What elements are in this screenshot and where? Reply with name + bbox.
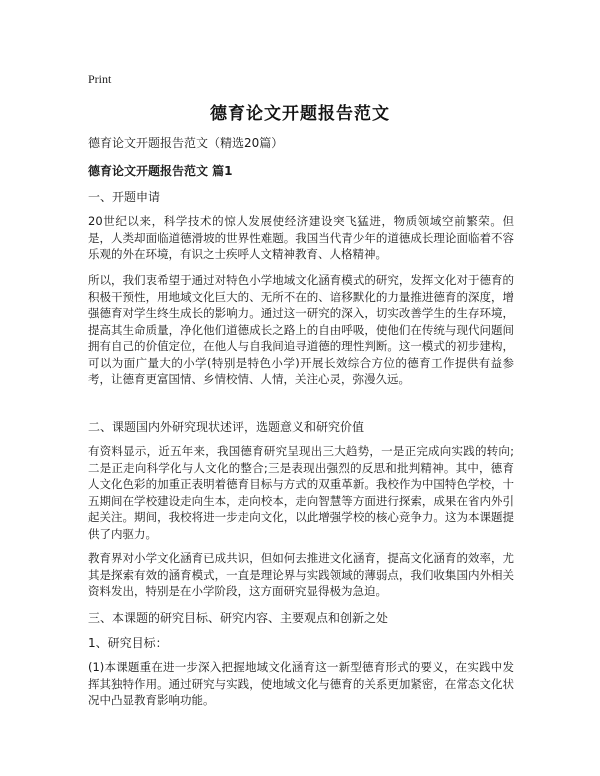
heading-objectives: 三、本课题的研究目标、研究内容、主要观点和创新之处: [88, 611, 389, 625]
document-subtitle: 德育论文开题报告范文（精选20篇）: [88, 136, 284, 150]
print-label[interactable]: Print: [88, 72, 112, 86]
heading-research-review: 二、课题国内外研究现状述评，选题意义和研究价值: [88, 420, 365, 434]
page-title: 德育论文开题报告范文: [210, 104, 390, 124]
section-title: 德育论文开题报告范文 篇1: [88, 164, 233, 178]
paragraph-4: 教育界对小学文化涵育已成共识，但如何去推进文化涵育，提高文化涵育的效率，尤其是探索有效的涵育模式，一直是理论界与实践领域的薄弱点，我们收集国内外相关资料发出，特别是在小学阶段，这方面研究显得极为急迫。: [88, 551, 514, 598]
paragraph-2: 所以，我们衷希望于通过对特色小学地域文化涵育模式的研究，发挥文化对于德育的积极干预性，用地域文化巨大的、无所不在的、谙移默化的力量推进德育的深度，增强德育对学生终生成长的影响力。通过这一研究的深入，切实改善学生的生存环境，提高其生命质量，净化他们道德成长之路上的自由呼吸，使他们在传统与现代问题间拥有自己的价值定位，在他人与自我间追寻道德的理性判断。这一模式的初步建构，可以为面广量大的小学(特别是特色小学)开展长效综合方位的德育工作提供有益参考，让德育更富国情、乡情校情、人情，关注心灵，弥漫久远。: [88, 273, 514, 386]
heading-research-goals: 1、研究目标：: [88, 636, 168, 650]
paragraph-1: 20世纪以来，科学技术的惊人发展使经济建设突飞猛进，物质领域空前繁荣。但是，人类却面临道德滑坡的世界性难题。我国当代青少年的道德成长理论面临着不容乐观的外在环境，有识之士疾呼人文精神教育、人格精神。: [88, 214, 514, 261]
paragraph-3: 有资料显示，近五年来，我国德育研究呈现出三大趋势，一是正完成向实践的转向;二是正走向科学化与人文化的整合;三是表现出强烈的反思和批判精神。其中，德育人文化色彩的加重正表明着德育目标与方式的双重革新。我校作为中国特色学校，十五期间在学校建设走向生本，走向校本，走向智慧等方面进行探索，成果在省内外引起关注。期间，我校将进一步走向文化，以此增强学校的核心竞争力。这为本课题提供了内驱力。: [88, 444, 514, 541]
paragraph-5: (1)本课题重在进一步深入把握地域文化涵育这一新型德育形式的要义，在实践中发挥其独特作用。通过研究与实践，使地域文化与德育的关系更加紧密，在常态文化状况中凸显教育影响功能。: [88, 660, 514, 707]
heading-proposal: 一、开题申请: [88, 190, 161, 204]
